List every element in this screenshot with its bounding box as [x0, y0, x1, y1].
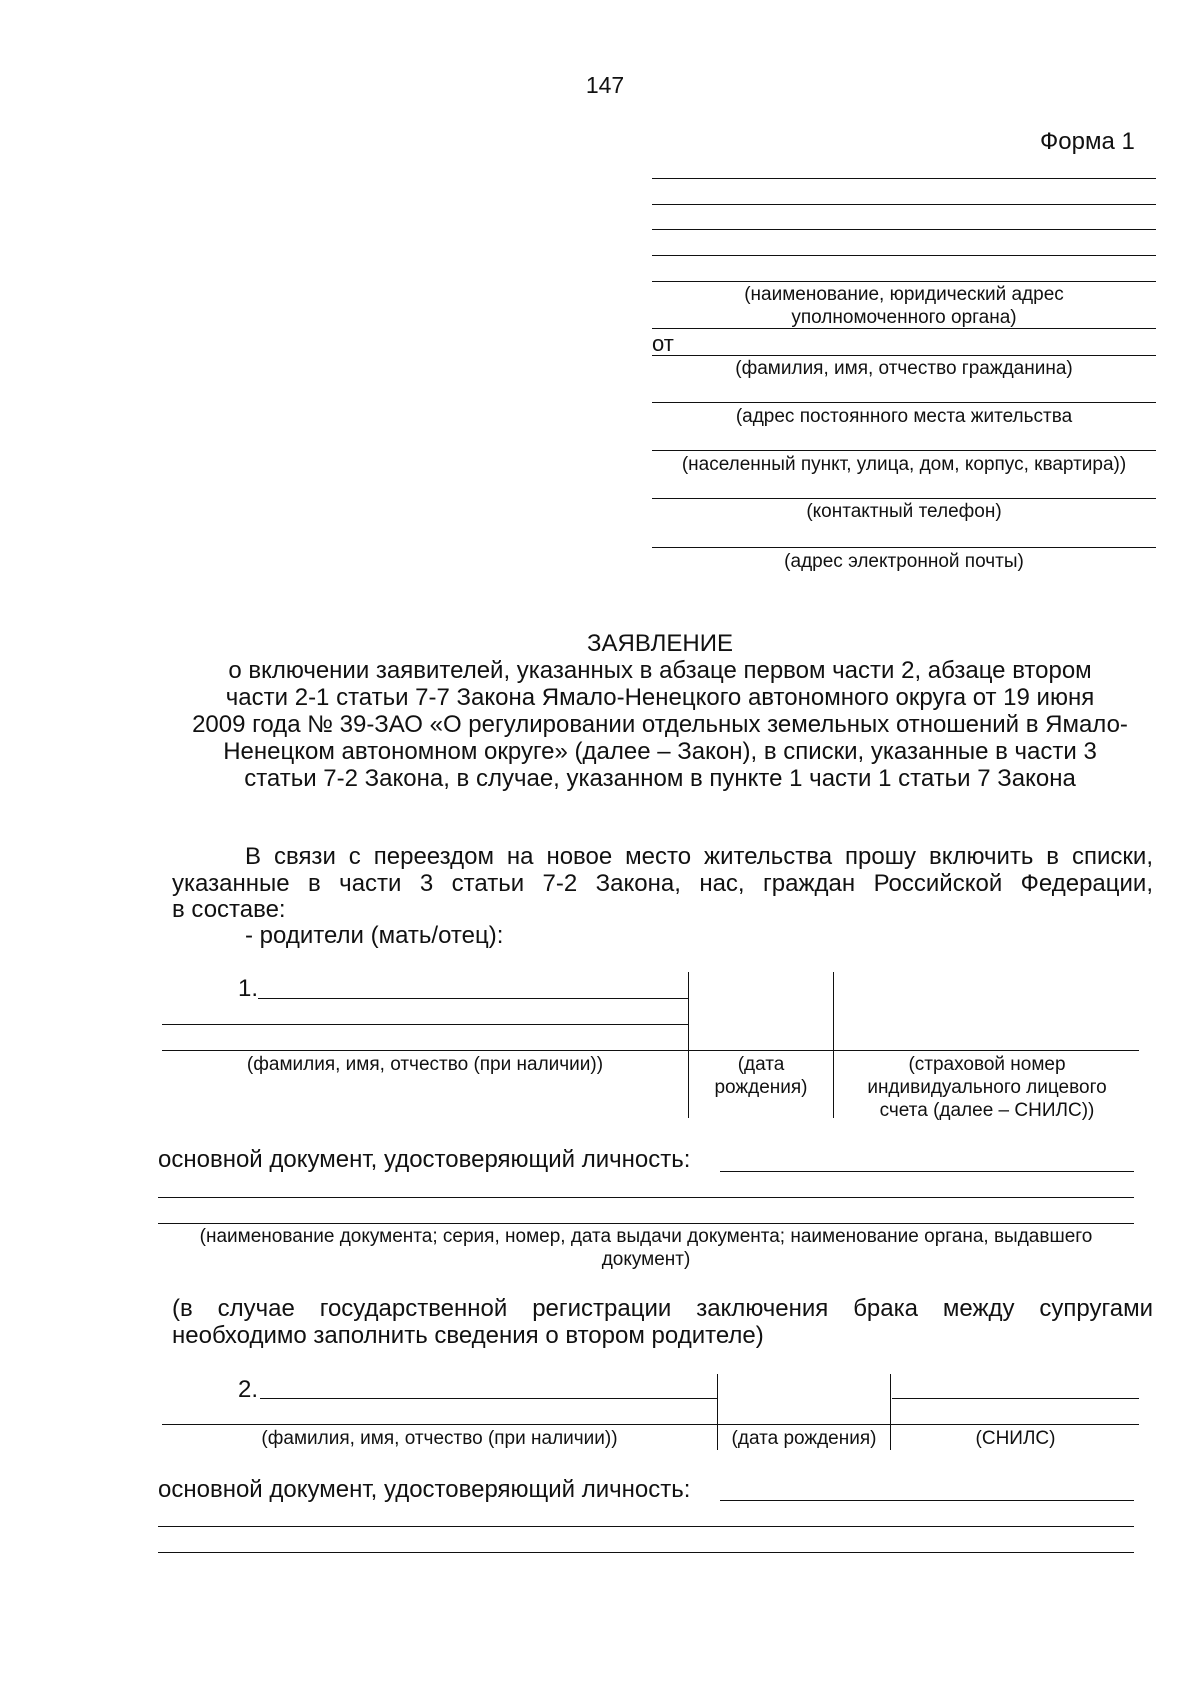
address-detail-caption: (населенный пункт, улица, дом, корпус, квартира))	[681, 454, 1127, 475]
parent-1-divider-1	[688, 972, 689, 1118]
parent-2-doc-line-2[interactable]	[158, 1526, 1134, 1527]
parent-1-fio-line-1[interactable]	[258, 998, 688, 999]
parent-2-snils-caption: (СНИЛС)	[975, 1428, 1056, 1449]
form-label: Форма 1	[1040, 128, 1135, 155]
parents-label: - родители (мать/отец):	[245, 922, 504, 949]
title-line-1: о включении заявителей, указанных в абзаце первом части 2, абзаце втором	[228, 657, 1092, 684]
title-line-3: 2009 года № 39-ЗАО «О регулировании отдельных земельных отношений в Ямало-	[192, 711, 1128, 738]
authority-line-3[interactable]	[652, 229, 1156, 230]
parent-2-fio-caption: (фамилия, имя, отчество (при наличии))	[261, 1428, 618, 1449]
address-detail-line[interactable]	[652, 450, 1156, 451]
title-line-5: статьи 7-2 Закона, в случае, указанном в пункте 1 части 1 статьи 7 Закона	[244, 765, 1076, 792]
parent-2-divider-2	[890, 1374, 891, 1450]
email-line[interactable]	[652, 547, 1156, 548]
paragraph-line-1: В связи с переездом на новое место жительства прошу включить в списки,	[245, 843, 1153, 870]
authority-line-4[interactable]	[652, 255, 1156, 256]
parent-1-birth-caption-1: (дата	[737, 1054, 785, 1075]
authority-line-6[interactable]	[652, 328, 1156, 329]
parent-2-doc-line-1[interactable]	[720, 1500, 1134, 1501]
parent-1-doc-caption-1: (наименование документа; серия, номер, дата выдачи документа; наименование органа, выдавшего	[199, 1226, 1093, 1247]
parent-2-fio-line-2[interactable]	[162, 1424, 1139, 1425]
parent-1-doc-line-2[interactable]	[158, 1197, 1134, 1198]
parent-1-snils-caption-1: (страховой номер	[908, 1054, 1066, 1075]
title-line-4: Ненецком автономном округе» (далее – Закон), в списки, указанные в части 3	[223, 738, 1097, 765]
authority-line-5[interactable]	[652, 281, 1156, 282]
parent-2-snils-line-1[interactable]	[892, 1398, 1139, 1399]
parent-1-fio-caption: (фамилия, имя, отчество (при наличии))	[246, 1054, 604, 1075]
paragraph-line-3: в составе:	[172, 896, 286, 923]
authority-caption-2: уполномоченного органа)	[791, 307, 1017, 328]
note-line-1: (в случае государственной регистрации заключения брака между супругами	[172, 1295, 1153, 1322]
paragraph-line-2: указанные в части 3 статьи 7-2 Закона, нас, граждан Российской Федерации,	[172, 870, 1153, 897]
parent-1-doc-line-3[interactable]	[158, 1223, 1134, 1224]
address-caption: (адрес постоянного места жительства	[735, 406, 1073, 427]
parent-1-doc-line-1[interactable]	[720, 1171, 1134, 1172]
parent-1-snils-caption-3: счета (далее – СНИЛС))	[879, 1100, 1095, 1121]
title-line-2: части 2-1 статьи 7-7 Закона Ямало-Ненецкого автономного округа от 19 июня	[225, 684, 1095, 711]
from-label: от	[652, 331, 674, 356]
phone-line[interactable]	[652, 498, 1156, 499]
email-caption: (адрес электронной почты)	[784, 551, 1024, 572]
parent-1-doc-label: основной документ, удостоверяющий личность:	[158, 1146, 691, 1173]
parent-1-number: 1.	[238, 975, 259, 1002]
parent-2-divider-1	[717, 1374, 718, 1450]
phone-caption: (контактный телефон)	[806, 501, 1002, 522]
parent-2-doc-label: основной документ, удостоверяющий личность:	[158, 1476, 691, 1503]
address-line[interactable]	[652, 402, 1156, 403]
applicant-fio-line[interactable]	[652, 355, 1156, 356]
authority-caption-1: (наименование, юридический адрес	[744, 284, 1064, 305]
parent-1-fio-line-3[interactable]	[162, 1050, 1139, 1051]
fio-caption: (фамилия, имя, отчество гражданина)	[735, 358, 1073, 379]
parent-1-divider-2	[833, 972, 834, 1118]
parent-1-snils-caption-2: индивидуального лицевого	[867, 1077, 1107, 1098]
authority-line-2[interactable]	[652, 204, 1156, 205]
title-heading: ЗАЯВЛЕНИЕ	[587, 630, 733, 657]
parent-1-birth-caption-2: рождения)	[714, 1077, 808, 1098]
parent-2-doc-line-3[interactable]	[158, 1552, 1134, 1553]
parent-2-birth-caption: (дата рождения)	[731, 1428, 877, 1449]
authority-line-1[interactable]	[652, 178, 1156, 179]
page-number: 147	[585, 72, 625, 98]
parent-1-fio-line-2[interactable]	[162, 1024, 688, 1025]
parent-2-number: 2.	[238, 1376, 259, 1403]
note-line-2: необходимо заполнить сведения о втором родителе)	[172, 1322, 764, 1349]
parent-2-fio-line-1[interactable]	[260, 1398, 717, 1399]
parent-1-doc-caption-2: документ)	[601, 1249, 691, 1270]
